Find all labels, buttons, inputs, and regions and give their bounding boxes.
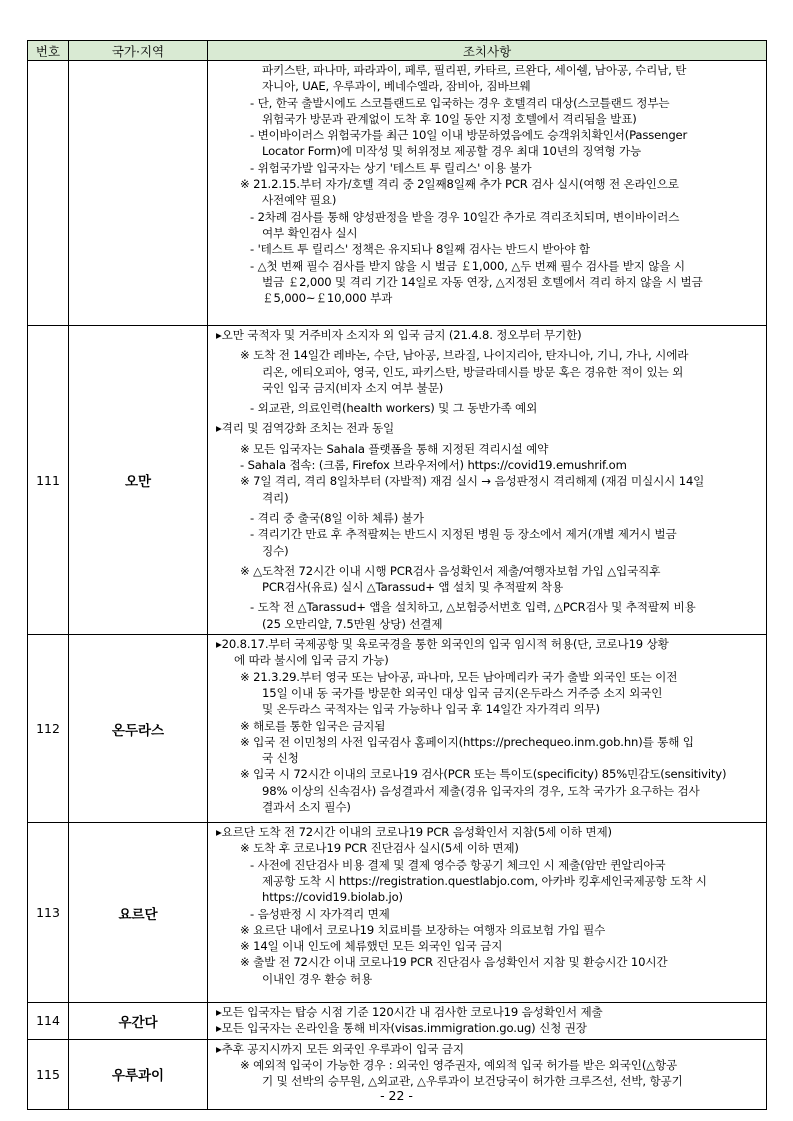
row-number: 112 xyxy=(28,635,69,823)
measure-line: 기 및 선박의 승무원, △외교관, △우루과이 보건당국이 허가한 크루즈선, 선박, 항공기 xyxy=(262,1074,683,1089)
measure-line: - 사전에 진단검사 비용 결제 및 결제 영수증 항공기 체크인 시 제출(암만 퀸알리아국 xyxy=(250,857,666,872)
table-row xyxy=(28,61,767,326)
measure-line: ※ 21.2.15.부터 자가/호텔 격리 중 2일째8일째 추가 PCR 검사 실시(여행 전 온라인으로 xyxy=(240,177,679,192)
measure-line: 제공항 도착 시 https://registration.questlabjo.com, 아카바 킹후세인국제공항 도착 시 xyxy=(262,873,707,888)
measure-line: 징수) xyxy=(262,543,289,558)
measure-line: ▸요르단 도착 전 72시간 이내의 코로나19 PCR 음성확인서 지참(5세 이하 면제) xyxy=(216,825,612,840)
measure-line: ▸추후 공지시까지 모든 외국인 우루과이 입국 금지 xyxy=(216,1041,464,1056)
row-number: 114 xyxy=(28,1003,69,1040)
measures-cell xyxy=(208,823,767,1003)
row-number: 113 xyxy=(28,823,69,1003)
country-name: 우루과이 xyxy=(69,1039,208,1109)
measure-line: ※ 도착 후 코로나19 PCR 진단검사 실시(5세 이하 면제) xyxy=(240,841,519,856)
table-row xyxy=(28,326,767,635)
measure-line: - 변이바이러스 위험국가를 최근 10일 이내 방문하였음에도 승객위치확인서(Passenger xyxy=(250,128,688,143)
measures-cell xyxy=(208,61,767,326)
row-number xyxy=(28,61,69,326)
table-row xyxy=(28,1003,767,1040)
measure-line: 위험국가 방문과 관계없이 도착 후 10일 동안 지정 호텔에서 격리됨을 발표) xyxy=(262,111,637,126)
measure-line: 리온, 에티오피아, 영국, 인도, 파키스탄, 방글라데시를 방문 혹은 경유한 적이 있는 외 xyxy=(262,364,684,379)
measure-line: ※ 입국 전 이민청의 사전 입국검사 홈페이지(https://prechequeo.inm.gob.hn)를 통해 입 xyxy=(240,734,694,749)
measure-line: - 단, 한국 출발시에도 스코틀랜드로 입국하는 경우 호텔격리 대상(스코틀랜드 정부는 xyxy=(250,95,670,110)
measure-line: 및 온두라스 국적자는 입국 가능하나 입국 후 14일간 자가격리 의무) xyxy=(262,702,600,717)
measure-line: 자니아, UAE, 우루과이, 베네수엘라, 잠비아, 짐바브웨 xyxy=(262,79,531,94)
header-measures: 조치사항 xyxy=(208,41,767,61)
measure-line: ▸격리 및 검역강화 조치는 전과 동일 xyxy=(216,421,395,436)
measure-line: (25 오만리얄, 7.5만원 상당) 선결제 xyxy=(262,616,443,631)
measure-line: - 위험국가발 입국자는 상기 '테스트 투 릴리스' 이용 불가 xyxy=(250,160,532,175)
measure-line: Locator Form)에 미작성 및 허위정보 제공할 경우 최대 10년의 징역형 가능 xyxy=(262,144,642,159)
measure-line: 국 신청 xyxy=(262,751,299,766)
country-name: 오만 xyxy=(69,326,208,635)
measure-line: - '테스트 투 릴리스' 정책은 유지되나 8일째 검사는 반드시 받아야 함 xyxy=(250,242,590,257)
header-country: 국가·지역 xyxy=(69,41,208,61)
measure-line: ￡5,000~￡10,000 부과 xyxy=(262,291,393,306)
measure-line: ※ 모든 입국자는 Sahala 플랫폼을 통해 지정된 격리시설 예약 xyxy=(240,441,549,456)
measure-line: - △첫 번째 필수 검사를 받지 않을 시 벌금 ￡1,000, △두 번째 필수 검사를 받지 않을 시 xyxy=(250,258,685,273)
measure-line: 15일 이내 동 국가를 방문한 외국인 대상 입국 금지(온두라스 거주증 소지 외국인 xyxy=(262,685,663,700)
measure-line: ※ 해로를 통한 입국은 금지됨 xyxy=(240,718,386,733)
measure-line: ▸모든 입국자는 탑승 시점 기준 120시간 내 검사한 코로나19 음성확인서 제출 xyxy=(216,1005,603,1020)
measure-line: 국인 입국 금지(비자 소지 여부 불문) xyxy=(262,380,444,395)
measure-line: - 외교관, 의료인력(health workers) 및 그 동반가족 예외 xyxy=(250,401,538,416)
measure-line: ※ △도착전 72시간 이내 시행 PCR검사 음성확인서 제출/여행자보험 가입 △입국직후 xyxy=(240,563,661,578)
measure-line: - 격리기간 만료 후 추적팔찌는 반드시 지정된 병원 등 장소에서 제거(개별 제거시 벌금 xyxy=(250,527,677,542)
measure-line: ▸모든 입국자는 온라인을 통해 비자(visas.immigration.go.ug) 신청 권장 xyxy=(216,1021,587,1036)
measure-line: - 도착 전 △Tarassud+ 앱을 설치하고, △보험증서번호 입력, △PCR검사 및 추적팔찌 비용 xyxy=(250,600,696,615)
table-row xyxy=(28,635,767,823)
measure-line: ※ 14일 이내 인도에 체류했던 모든 외국인 입국 금지 xyxy=(240,939,503,954)
measure-line: 결과서 소지 필수) xyxy=(262,800,351,815)
country-name: 우간다 xyxy=(69,1003,208,1040)
measures-table xyxy=(27,40,767,1110)
measure-line: ※ 21.3.29.부터 영국 또는 남아공, 파나마, 모든 남아메리카 국가 출발 외국인 또는 이전 xyxy=(240,669,678,684)
measure-line: - 2차례 검사를 통해 양성판정을 받을 경우 10일간 추가로 격리조치되며, 변이바이러스 xyxy=(250,209,680,224)
table-header-row xyxy=(28,41,767,61)
measure-line: 이내인 경우 환승 허용 xyxy=(262,971,373,986)
measure-line: 98% 이상의 신속검사) 음성결과서 제출(경유 입국자의 경우, 도착 국가가 요구하는 검사 xyxy=(262,783,700,798)
measure-line: ▸오만 국적자 및 거주비자 소지자 외 입국 금지 (21.4.8. 정오부터 무기한) xyxy=(216,328,582,342)
table-body xyxy=(28,61,767,1110)
measure-line: ※ 예외적 입국이 가능한 경우 : 외국인 영주권자, 예외적 입국 허가를 받은 외국인(△항공 xyxy=(240,1057,678,1072)
measures-cell xyxy=(208,1003,767,1040)
measure-line: 에 따라 불시에 입국 금지 가능) xyxy=(234,653,389,668)
row-number: 111 xyxy=(28,326,69,635)
measure-line: 여부 확인검사 실시 xyxy=(262,225,358,240)
measure-line: 격리) xyxy=(262,490,289,505)
measure-line: - Sahala 접속: (크롬, Firefox 브라우저에서) https://covid19.emushrif.om xyxy=(240,458,627,473)
measure-line: PCR검사(유료) 실시 △Tarassud+ 앱 설치 및 추적팔찌 착용 xyxy=(262,580,564,595)
measure-line: ※ 요르단 내에서 코로나19 치료비를 보장하는 여행자 의료보험 가입 필수 xyxy=(240,922,606,937)
measures-cell xyxy=(208,326,767,635)
measure-line: ※ 도착 전 14일간 레바논, 수단, 남아공, 브라질, 나이지리아, 탄자니아, 기니, 가나, 시에라 xyxy=(240,348,689,363)
measure-line: ※ 출발 전 72시간 이내 코로나19 PCR 진단검사 음성확인서 지참 및 환승시간 10시간 xyxy=(240,955,668,970)
row-number: 115 xyxy=(28,1039,69,1109)
measure-line: ▸20.8.17.부터 국제공항 및 육로국경을 통한 외국인의 입국 임시적 허용(단, 코로나19 상황 xyxy=(216,637,669,652)
measure-line: ※ 7일 격리, 격리 8일차부터 (자발적) 재검 실시 → 음성판정시 격리해제 (재검 미실시시 14일 xyxy=(240,474,705,489)
country-name xyxy=(69,61,208,326)
table-row xyxy=(28,823,767,1003)
page-number: - 22 - xyxy=(380,1088,413,1103)
measure-line: 벌금 ￡2,000 및 격리 기간 14일로 자동 연장, △지정된 호텔에서 격리 하지 않을 시 벌금 xyxy=(262,274,703,289)
measure-line: - 격리 중 출국(8일 이하 체류) 불가 xyxy=(250,510,424,525)
measure-line: 파키스탄, 파나마, 파라과이, 페루, 필리핀, 카타르, 르완다, 세이쉘, 남아공, 수리남, 탄 xyxy=(262,63,687,77)
measure-line: https://covid19.biolab.jo) xyxy=(262,890,403,905)
country-name: 온두라스 xyxy=(69,635,208,823)
measure-line: ※ 입국 시 72시간 이내의 코로나19 검사(PCR 또는 특이도(specificity) 85%민감도(sensitivity) xyxy=(240,767,727,782)
header-no: 번호 xyxy=(28,41,69,61)
measure-line: 사전예약 필요) xyxy=(262,193,337,208)
measures-cell xyxy=(208,635,767,823)
measure-line: - 음성판정 시 자가격리 면제 xyxy=(250,906,390,921)
country-name: 요르단 xyxy=(69,823,208,1003)
